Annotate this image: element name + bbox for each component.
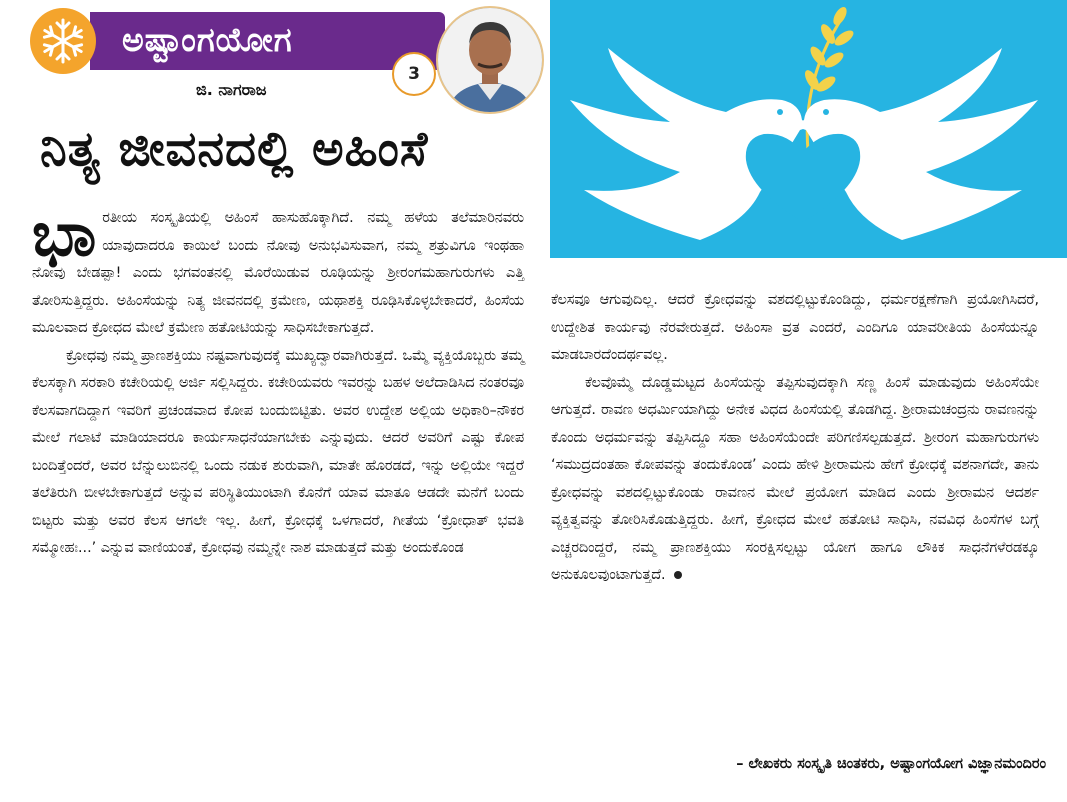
article-headline: ನಿತ್ಯ ಜೀವನದಲ್ಲಿ ಅಹಿಂಸೆ	[40, 121, 429, 177]
paragraph	[32, 197, 524, 343]
author-photo	[436, 6, 544, 114]
paragraph	[551, 370, 1039, 590]
drop-cap: ಭಾ	[32, 197, 97, 270]
author-name: ಜಿ. ನಾಗರಾಜ	[196, 80, 267, 99]
article-column-left	[32, 197, 524, 563]
paragraph-text: ರತೀಯ ಸಂಸ್ಕೃತಿಯಲ್ಲಿ ಅಹಿಂಸೆ ಹಾಸುಹೊಕ್ಕಾಗಿದೆ. ನಮ್ಮ ಹಳೆಯ ತಲೆಮಾರಿನವರು ಯಾವುದಾದರೂ ಕಾಯಿಲೆ ಬಂದು ನೋವು ಅನುಭವಿಸುವಾಗ, ನಮ್ಮ ಶತ್ರುವಿಗೂ ಇಂಥಹಾ ನೋವು ಬೇಡಪ್ಪಾ! ಎಂದು ಭಗವಂತನಲ್ಲಿ ಮೊರೆಯಿಡುವ ರೂಢಿಯನ್ನು ಶ್ರೀರಂಗಮಹಾಗುರುಗಳು ಎತ್ತಿ ತೋರಿಸುತ್ತಿದ್ದರು. ಅಹಿಂಸೆಯನ್ನು ನಿತ್ಯ ಜೀವನದಲ್ಲಿ ಕ್ರಮೇಣ, ಯಥಾಶಕ್ತಿ ರೂಢಿಸಿಕೊಳ್ಳಬೇಕಾದರೆ, ಹಿಂಸೆಯ ಮೂಲವಾದ ಕ್ರೋಧದ ಮೇಲೆ ಕ್ರಮೇಣ ಹತೋಟಿಯನ್ನು ಸಾಧಿಸಬೇಕಾಗುತ್ತದೆ.	[32, 210, 524, 336]
issue-number-badge: 3	[392, 52, 436, 96]
end-mark-icon	[674, 571, 682, 579]
series-title: ಅಷ್ಟಾಂಗಯೋಗ	[122, 20, 293, 59]
article-column-right	[551, 287, 1039, 590]
paragraph-text: ಕೆಲವೊಮ್ಮೆ ದೊಡ್ಡಮಟ್ಟದ ಹಿಂಸೆಯನ್ನು ತಪ್ಪಿಸುವುದಕ್ಕಾಗಿ ಸಣ್ಣ ಹಿಂಸೆ ಮಾಡುವುದು ಅಹಿಂಸೆಯೇ ಆಗುತ್ತದೆ. ರಾವಣ ಅಧರ್ಮಿಯಾಗಿದ್ದು ಅನೇಕ ವಿಧದ ಹಿಂಸೆಯಲ್ಲಿ ತೊಡಗಿದ್ದ. ಶ್ರೀರಾಮಚಂದ್ರನು ರಾವಣನನ್ನು ಕೊಂದು ಅಧರ್ಮವನ್ನು ತಪ್ಪಿಸಿದ್ದೂ ಸಹಾ ಅಹಿಂಸೆಯೆಂದೇ ಪರಿಗಣಿಸಲ್ಪಡುತ್ತದೆ. ಶ್ರೀರಂಗ ಮಹಾಗುರುಗಳು ‘ಸಮುದ್ರದಂತಹಾ ಕೋಪವನ್ನು ತಂದುಕೊಂಡ’ ಎಂದು ಹೇಳಿ ಶ್ರೀರಾಮನು ಹೇಗೆ ಕ್ರೋಧಕ್ಕೆ ವಶನಾಗದೇ, ತಾನು ಕ್ರೋಧವನ್ನು ವಶದಲ್ಲಿಟ್ಟುಕೊಂಡು ರಾವಣನ ಮೇಲೆ ಪ್ರಯೋಗ ಮಾಡಿದ ಎಂದು ಶ್ರೀರಾಮನ ಆದರ್ಶ ವ್ಯಕ್ತಿತ್ವವನ್ನು ತೋರಿಸಿಕೊಡುತ್ತಿದ್ದರು. ಹೀಗೆ, ಕ್ರೋಧದ ಮೇಲೆ ಹತೋಟಿ ಸಾಧಿಸಿ, ನವವಿಧ ಹಿಂಸೆಗಳ ಬಗ್ಗೆ ಎಚ್ಚರದಿಂದ್ದರೆ, ನಮ್ಮ ಪ್ರಾಣಶಕ್ತಿಯು ಸಂರಕ್ಷಿಸಲ್ಪಟ್ಟು ಯೋಗ ಹಾಗೂ ಲೌಕಿಕ ಸಾಧನೆಗಳೆರಡಕ್ಕೂ ಅನುಕೂಲವುಂಟಾಗುತ್ತದೆ.	[551, 374, 1039, 583]
paragraph: ಕ್ರೋಧವು ನಮ್ಮ ಪ್ರಾಣಶಕ್ತಿಯು ನಷ್ಟವಾಗುವುದಕ್ಕೆ ಮುಖ್ಯದ್ವಾರವಾಗಿರುತ್ತದೆ. ಒಮ್ಮೆ ವ್ಯಕ್ತಿಯೊಬ್ಬರು ತಮ್ಮ ಕೆಲಸಕ್ಕಾಗಿ ಸರಕಾರಿ ಕಚೇರಿಯಲ್ಲಿ ಅರ್ಜಿ ಸಲ್ಲಿಸಿದ್ದರು. ಕಚೇರಿಯವರು ಇವರನ್ನು ಬಹಳ ಅಲೆದಾಡಿಸಿದ ನಂತರವೂ ಕೆಲಸವಾಗದಿದ್ದಾಗ ಇವರಿಗೆ ಪ್ರಚಂಡವಾದ ಕೋಪ ಬಂದುಬಿಟ್ಟಿತು. ಅವರ ಉದ್ದೇಶ ಅಲ್ಲಿಯ ಅಧಿಕಾರಿ–ನೌಕರ ಮೇಲೆ ಗಲಾಟೆ ಮಾಡಿಯಾದರೂ ಕಾರ್ಯಸಾಧನೆಯಾಗಬೇಕು ಎನ್ನುವುದು. ಆದರೆ ಅವರಿಗೆ ಎಷ್ಟು ಕೋಪ ಬಂದಿತ್ತೆಂದರೆ, ಅವರ ಬೆನ್ನುಲುಬಿನಲ್ಲಿ ಒಂದು ನಡುಕ ಶುರುವಾಗಿ, ಮಾತೇ ಹೊರಡದೆ, ಇನ್ನು ಅಲ್ಲಿಯೇ ಇದ್ದರೆ ತಲೆತಿರುಗಿ ಬೀಳಬೇಕಾಗುತ್ತದೆ ಅನ್ನುವ ಪರಿಸ್ಥಿತಿಯುಂಟಾಗಿ ಕೊನೆಗೆ ಯಾವ ಮಾತೂ ಆಡದೇ ಮನೆಗೆ ಬಂದು ಬಿಟ್ಟರು ಮತ್ತು ಅವರ ಕೆಲಸ ಆಗಲೇ ಇಲ್ಲ. ಹೀಗೆ, ಕ್ರೋಧಕ್ಕೆ ಒಳಗಾದರೆ, ಗೀತೆಯ ‘ಕ್ರೋಧಾತ್ ಭವತಿ ಸಮ್ಮೋಹಃ...’ ಎನ್ನುವ ವಾಣಿಯಂತೆ, ಕ್ರೋಧವು ನಮ್ಮನ್ನೇ ನಾಶ ಮಾಡುತ್ತದೆ ಮತ್ತು ಅಂದುಕೊಂಡ	[32, 347, 524, 556]
snowflake-icon	[30, 8, 96, 74]
paragraph: ಕೆಲಸವೂ ಆಗುವುದಿಲ್ಲ. ಆದರೆ ಕ್ರೋಧವನ್ನು ವಶದಲ್ಲಿಟ್ಟುಕೊಂಡಿದ್ದು, ಧರ್ಮರಕ್ಷಣೆಗಾಗಿ ಪ್ರಯೋಗಿಸಿದರೆ, ಉದ್ದೇಶಿತ ಕಾರ್ಯವು ನೆರವೇರುತ್ತದೆ. ಅಹಿಂಸಾ ವ್ರತ ಎಂದರೆ, ಎಂದಿಗೂ ಯಾವರೀತಿಯ ಹಿಂಸೆಯನ್ನೂ ಮಾಡಬಾರದೆಂದರ್ಥವಲ್ಲ.	[551, 292, 1039, 363]
author-byline: – ಲೇಖಕರು ಸಂಸ್ಕೃತಿ ಚಿಂತಕರು, ಅಷ್ಟಾಂಗಯೋಗ ವಿಜ್ಞಾನಮಂದಿರಂ	[736, 756, 1046, 772]
peace-doves-illustration	[550, 0, 1067, 258]
